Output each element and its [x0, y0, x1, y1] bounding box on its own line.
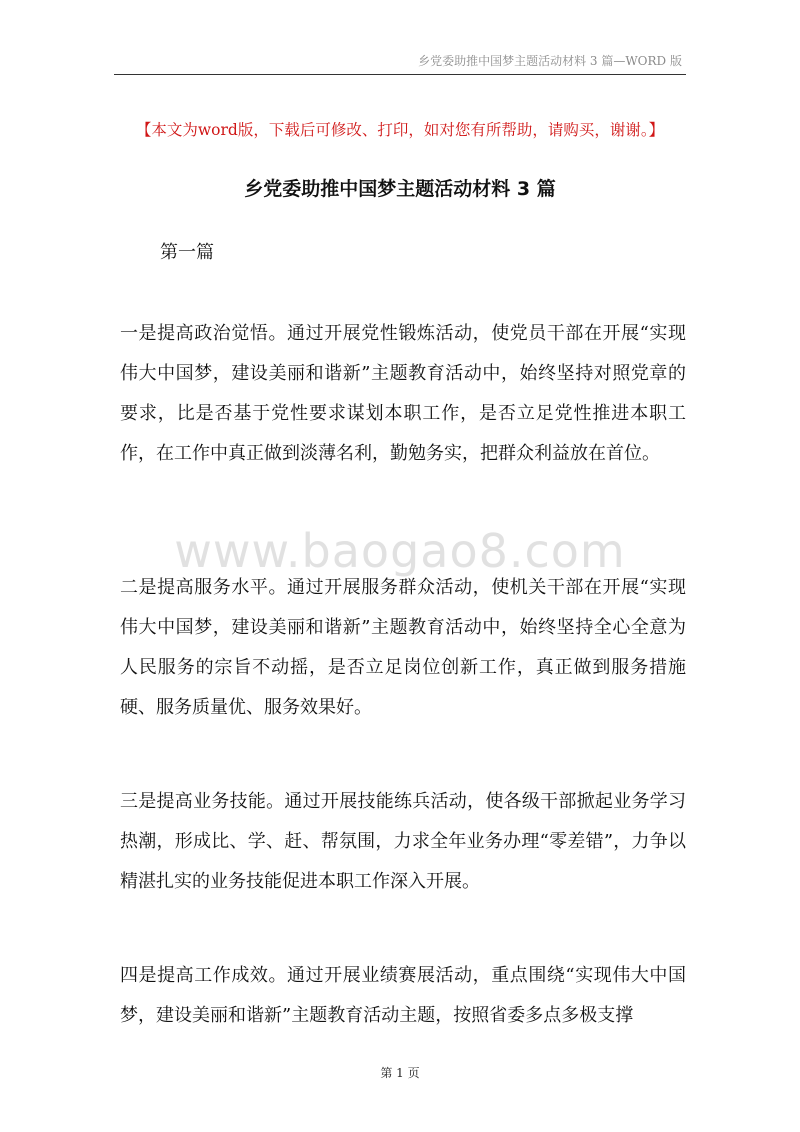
paragraph-4: 四是提高工作成效。通过开展业绩赛展活动，重点围绕“实现伟大中国梦，建设美丽和谐新”主题教育活动主题，按照省委多点多极支撑 — [120, 965, 686, 1026]
paragraph-2: 二是提高服务水平。通过开展服务群众活动，使机关干部在开展“实现伟大中国梦，建设美丽和谐新”主题教育活动中，始终坚持全心全意为人民服务的宗旨不动摇，是否立足岗位创新工作，真正做到服务措施硬、服务质量优、服务效果好。 — [120, 577, 686, 718]
watermark: www.baogao8.com — [174, 524, 626, 578]
purchase-notice: 【本文为word版，下载后可修改、打印，如对您有所帮助，请购买，谢谢。】 — [135, 121, 665, 139]
paragraph-1: 一是提高政治觉悟。通过开展党性锻炼活动，使党员干部在开展“实现伟大中国梦，建设美丽和谐新”主题教育活动中，始终坚持对照党章的要求，比是否基于党性要求谋划本职工作，是否立足党性推进本职工作，在工作中真正做到淡薄名利，勤勉务实，把群众利益放在首位。 — [120, 323, 686, 464]
running-header: 乡党委助推中国梦主题活动材料 3 篇—WORD 版 — [418, 54, 682, 68]
document-title: 乡党委助推中国梦主题活动材料 3 篇 — [244, 178, 556, 200]
section-label: 第一篇 — [160, 242, 214, 263]
paragraph-3: 三是提高业务技能。通过开展技能练兵活动，使各级干部掀起业务学习热潮，形成比、学、赶、帮氛围，力求全年业务办理“零差错”，力争以精湛扎实的业务技能促进本职工作深入开展。 — [120, 791, 686, 892]
page-number: 第 1 页 — [380, 1066, 420, 1080]
header-divider — [114, 74, 686, 75]
